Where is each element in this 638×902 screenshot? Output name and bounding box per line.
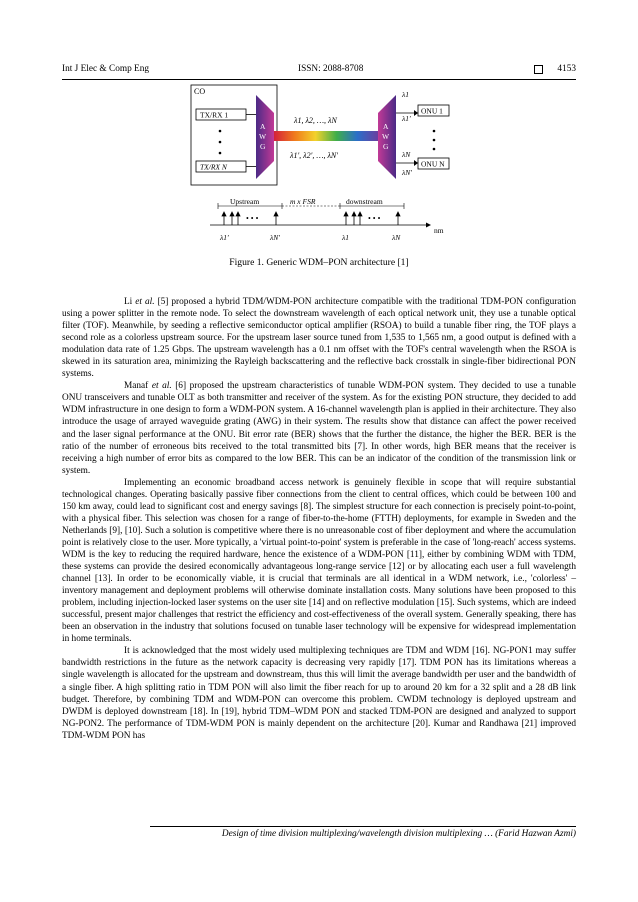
nm-label: nm bbox=[434, 226, 444, 235]
lambda-down: λ1, λ2, …, λN bbox=[294, 116, 337, 125]
dot bbox=[433, 148, 436, 151]
awg-left-w: W bbox=[259, 132, 267, 141]
body-text bbox=[62, 296, 576, 742]
page-number-group bbox=[534, 62, 576, 76]
wdm-pon-diagram bbox=[190, 83, 450, 253]
axis-l1p: λ1' bbox=[220, 233, 229, 242]
figure-wdm-pon bbox=[190, 83, 450, 253]
awg-left-a: A bbox=[260, 122, 266, 131]
onu-lNp: λN' bbox=[402, 168, 412, 177]
onuN-label: ONU N bbox=[421, 159, 445, 169]
awg-right-a: A bbox=[383, 122, 389, 131]
fiber-rainbow bbox=[274, 131, 378, 141]
header-rule bbox=[62, 79, 576, 80]
awg-right-w: W bbox=[382, 132, 390, 141]
page-header bbox=[62, 62, 576, 76]
issn: ISSN: 2088-8708 bbox=[298, 64, 364, 74]
txrx1-label: TX/RX 1 bbox=[200, 110, 229, 120]
fsr-label: m x FSR bbox=[290, 197, 316, 206]
dot bbox=[219, 152, 222, 155]
journal-name: Int J Elec & Comp Eng bbox=[62, 64, 150, 74]
downstream-dots: • • • bbox=[368, 214, 381, 223]
axis-l1: λ1 bbox=[342, 233, 349, 242]
dot bbox=[219, 141, 222, 144]
page-number: 4153 bbox=[557, 64, 576, 74]
txrxN-label: TX/RX N bbox=[200, 162, 227, 172]
page-footer: Design of time division multiplexing/wavelength division multiplexing … (Farid Hazwan Azmi) bbox=[221, 829, 576, 839]
onu-l1p: λ1' bbox=[402, 114, 411, 123]
upstream-label: Upstream bbox=[230, 197, 260, 206]
axis-lN: λN bbox=[392, 233, 401, 242]
figure-caption: Figure 1. Generic WDM–PON architecture [1] bbox=[229, 257, 409, 268]
paragraph-3: Implementing an economic broadband access network is genuinely flexible in scope that will require substantial technological changes. Operating basically passive fiber connections from the client to central offices, which could be between 100 and 150 km away, could lead to significant cost and energy savings [8]. The simplest structure for each connection is precisely point-to-point, with a physical fiber. This selection was chosen for a range of fiber-to-the-home (FTTH) deployments, for example in Sweden and the Netherlands [9], [10]. Such a solution is competitive where there is no unreasonable cost of fiber deployment and where the accumulation point is relatively close to the user. More typically, a 'virtual point-to-point' system is preferable in the case of 'long-reach' access systems. WDM is the key to reducing the required hardware, hence the existence of a WDM-PON [11], either by combining WDM with TDM, these systems can provide the desired economically advantageous long-range service [12] or by allocating each user a full wavelength channel [13]. In order to be economically viable, it is crucial that terminals are all identical in a WDM network, i.e., 'colorless' – inventory management and deployment problems will otherwise dominate installation costs. Many solutions have been proposed to this problem, including injection-locked laser systems on the user site [14] and on reflective modulation [15]. Such systems, which are indeed successful, present major challenges that restrict the efficiency and cost-effectiveness of the overall system. Generally speaking, there has been an observation in the industry that solutions focused on tunable laser technology will be expensive for widespread implementation in home terminals. bbox=[62, 477, 576, 645]
upstream-dots: • • • bbox=[246, 214, 259, 223]
paragraph-2: Manaf et al. [6] proposed the upstream characteristics of tunable WDM-PON system. They decided to use a tunable ONU transceivers and tunable OLT as both transmitter and receiver of the system. As for the existing PON structure, they decided to add WDM infrastructure in one design to form a WDM-PON system. A 16-channel wavelength plan is applied in their architecture. They also introduce the usage of arrayed waveguide grating (AWG) in their system. The results show that distance can affect the power received and the laser signal performance at the ONU. Bit error rate (BER) shows that the further the distance, the higher the BER. BER is the ratio of the number of erroneous bits received to the total transmitted bits [7]. In other words, high BER means that the receiver is receiving a high number of error bits as compared to the low BER. This can be an indicator of the condition of the transmission link or system. bbox=[62, 381, 577, 476]
lambda-up: λ1', λ2', …, λN' bbox=[290, 151, 338, 160]
onu1-label: ONU 1 bbox=[421, 106, 443, 116]
paragraph-1: Li et al. [5] proposed a hybrid TDM/WDM-PON architecture compatible with the traditional TDM-PON configuration using a power splitter in the remote node. To select the downstream wavelength of each optical network unit, they use a tunable optical filter (TOF). Meanwhile, by seeding a reflective semiconductor optical amplifier (RSOA) to build a tunable fiber ring, the TOF plays a second role as a colorless upstream source. For the upstream laser source tuned from 1,535 to 1,565 nm, a good output is defined with a modulation data rate of 1.25 Gbps. The upstream wavelength has a 0.1 nm offset with the TOF's central wavelength when the RSOA is skewed in its saturation area, minimizing the Rayleigh backscattering and the reflective back crosstalk in single-fiber bidirectional PON systems. bbox=[62, 297, 577, 380]
square-icon bbox=[534, 65, 543, 74]
awg-right-g: G bbox=[383, 142, 389, 151]
dot bbox=[433, 130, 436, 133]
co-label: CO bbox=[194, 87, 206, 96]
footer-rule bbox=[150, 826, 576, 827]
dot bbox=[219, 130, 222, 133]
dot bbox=[433, 139, 436, 142]
paragraph-4: It is acknowledged that the most widely used multiplexing techniques are TDM and WDM [16]. NG-PON1 may suffer bandwidth restrictions in the future as the network capacity is decreasing very rapidly [17]. TDM PON has its limitations whereas a single wavelength is allocated for the upstream and downstream, thus this will limit the average bandwidth per user and the bandwidth of a single fiber. A high splitting ratio in TDM PON will also limit the fiber reach for up to around 20 km for a 32 split and a 28 dB link budget. Therefore, by combining TDM and WDM-PON can overcome this problem. CWDM technology is deployed upstream and DWDM is deployed downstream [18]. In [19], hybrid TDM–WDM PON and stacked TDM-PON are designed and analyzed to support NG-PON2. The performance of TDM-WDM PON is mainly dependent on the architecture [20]. Kumar and Randhawa [21] improved TDM-WDM PON has bbox=[62, 646, 576, 741]
axis-lNp: λN' bbox=[270, 233, 280, 242]
downstream-label: downstream bbox=[346, 197, 383, 206]
onu-lN: λN bbox=[402, 150, 411, 159]
onu-l1: λ1 bbox=[402, 90, 409, 99]
awg-left-g: G bbox=[260, 142, 266, 151]
